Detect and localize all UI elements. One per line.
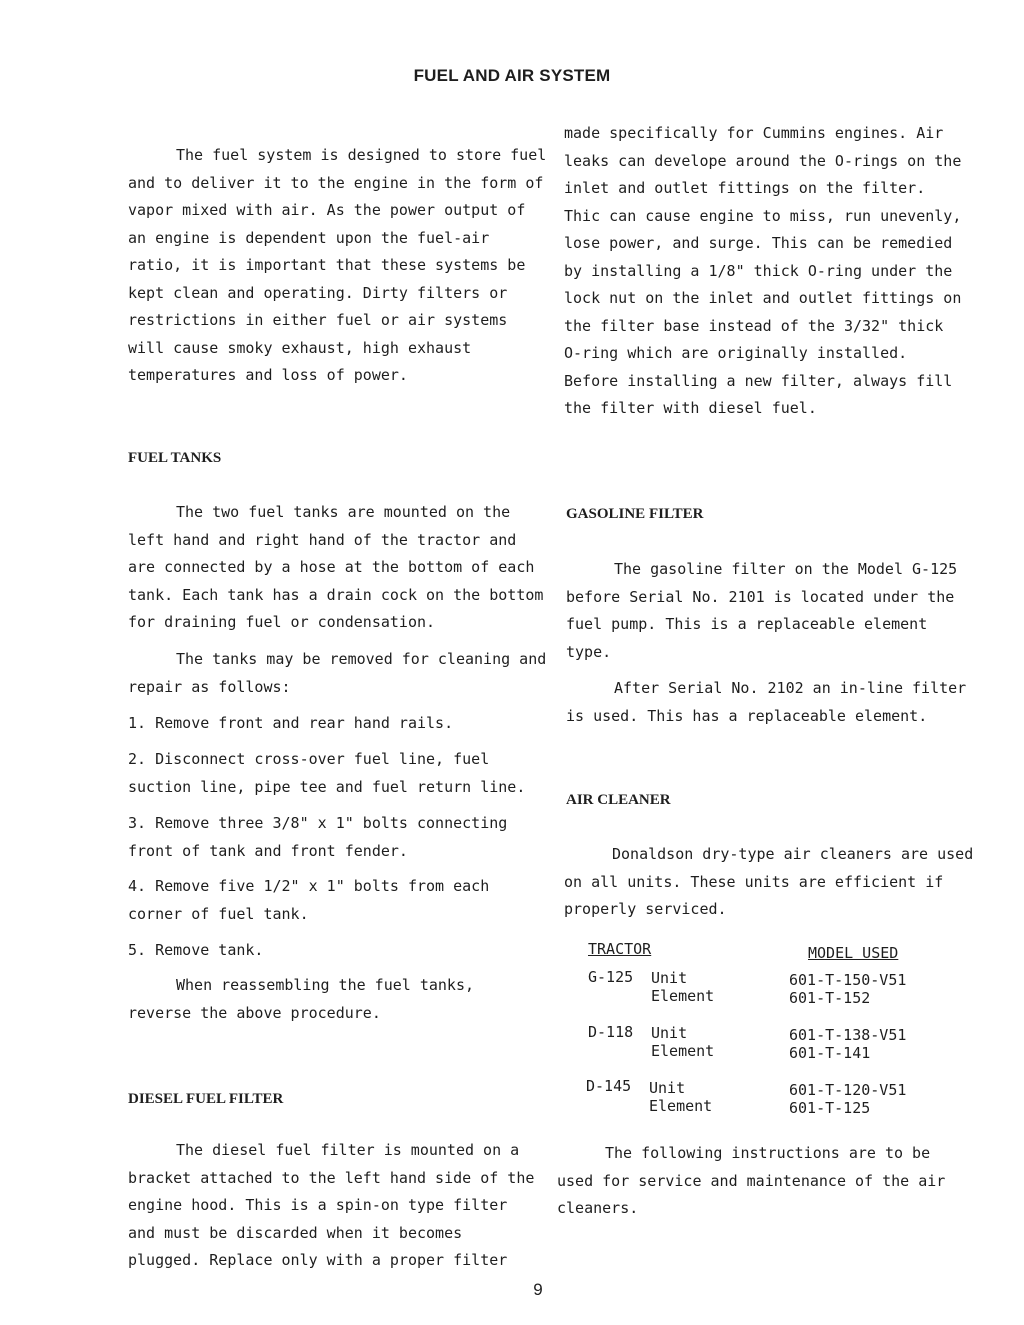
diesel-filter-continued-text: made specifically for Cummins engines. Air leaks can develope around the O-rings on the inlet and outlet fittings on the filter. Thic can cause engine to miss, run unevenly, lose power, and surge. This can be remedied by installing a 1/8" thick O-ring under the lock nut on the inlet and outlet fittings on the filter base instead of the 3/32" thick O-ring which are originally installed. Before installing a new filter, always fill the filter with diesel fuel. [564,124,962,417]
header-tractor: TRACTOR [588,940,652,958]
reassemble-text: When reassembling the fuel tanks, reverse the above procedure. [128,976,475,1022]
element-label: Element [651,987,715,1005]
air-cleaner-table [588,940,918,1120]
gasoline-filter-text-1: The gasoline filter on the Model G-125 before Serial No. 2101 is located under the fuel pump. This is a replaceable element type. [566,560,958,661]
tractor-name: G-125 [588,968,634,986]
unit-label: Unit [649,1079,686,1097]
air-cleaner-paragraph [564,841,984,924]
unit-model: 601-T-120-V51 [789,1081,907,1099]
gasoline-filter-paragraph-1 [566,556,976,666]
step-text: 4. Remove five 1/2" x 1" bolts from each corner of fuel tank. [128,877,490,923]
gasoline-filter-text-2: After Serial No. 2102 an in-line filter is used. This has a replaceable element. [566,679,967,725]
step-text: 5. Remove tank. [128,941,264,959]
reassemble-paragraph [128,972,518,1027]
step-5 [128,937,548,965]
air-cleaner-heading: AIR CLEANER [566,792,671,808]
air-cleaner-closing-paragraph [557,1140,967,1223]
element-label: Element [649,1097,713,1115]
step-text: 2. Disconnect cross-over fuel line, fuel suction line, pipe tee and fuel return line. [128,750,526,796]
unit-label: Unit [651,1024,688,1042]
diesel-filter-heading: DIESEL FUEL FILTER [128,1091,284,1107]
gasoline-filter-paragraph-2 [566,675,976,730]
step-3 [128,810,528,865]
step-4 [128,873,518,928]
diesel-filter-continued [564,120,969,423]
fuel-tanks-heading: FUEL TANKS [128,450,222,466]
gasoline-filter-heading: GASOLINE FILTER [566,506,704,522]
element-model: 601-T-141 [789,1044,871,1062]
step-text: 1. Remove front and rear hand rails. [128,714,454,732]
fuel-tanks-text-2: The tanks may be removed for cleaning and repair as follows: [128,650,547,696]
air-cleaner-text: Donaldson dry-type air cleaners are used on all units. These units are efficient if properly serviced. [564,845,974,918]
fuel-tanks-paragraph-2 [128,646,548,701]
fuel-tanks-text-1: The two fuel tanks are mounted on the left hand and right hand of the tractor and are connected by a hose at the bottom of each tank. Each tank has a drain cock on the bottom for draining fuel or condensation. [128,503,544,631]
step-2 [128,746,538,801]
element-model: 601-T-125 [789,1099,871,1117]
fuel-tanks-paragraph-1 [128,499,548,637]
unit-model: 601-T-150-V51 [789,971,907,989]
page-title: FUEL AND AIR SYSTEM [413,66,611,85]
element-label: Element [651,1042,715,1060]
diesel-filter-paragraph [128,1137,538,1275]
intro-text: The fuel system is designed to store fuel and to deliver it to the engine in the form of vapor mixed with air. As the power output of an engine is dependent upon the fuel-air ratio, it is important that these systems be kept clean and operating. Dirty filters or restrictions in either fuel or air systems will cause smoky exhaust, high exhaust temperatures and loss of power. [128,146,547,384]
page-number: 9 [533,1280,543,1299]
air-cleaner-closing-text: The following instructions are to be used for service and maintenance of the air cleaners. [557,1144,946,1217]
diesel-filter-text: The diesel fuel filter is mounted on a bracket attached to the left hand side of the engine hood. This is a spin-on type filter and must be discarded when it becomes plugged. Replace only with a proper filter [128,1141,535,1269]
tractor-name: D-145 [586,1077,632,1095]
step-1 [128,710,548,738]
header-model-used: MODEL USED [808,944,899,962]
tractor-name: D-118 [588,1023,634,1041]
unit-label: Unit [651,969,688,987]
intro-paragraph [128,142,548,390]
step-text: 3. Remove three 3/8" x 1" bolts connecting front of tank and front fender. [128,814,508,860]
unit-model: 601-T-138-V51 [789,1026,907,1044]
element-model: 601-T-152 [789,989,871,1007]
